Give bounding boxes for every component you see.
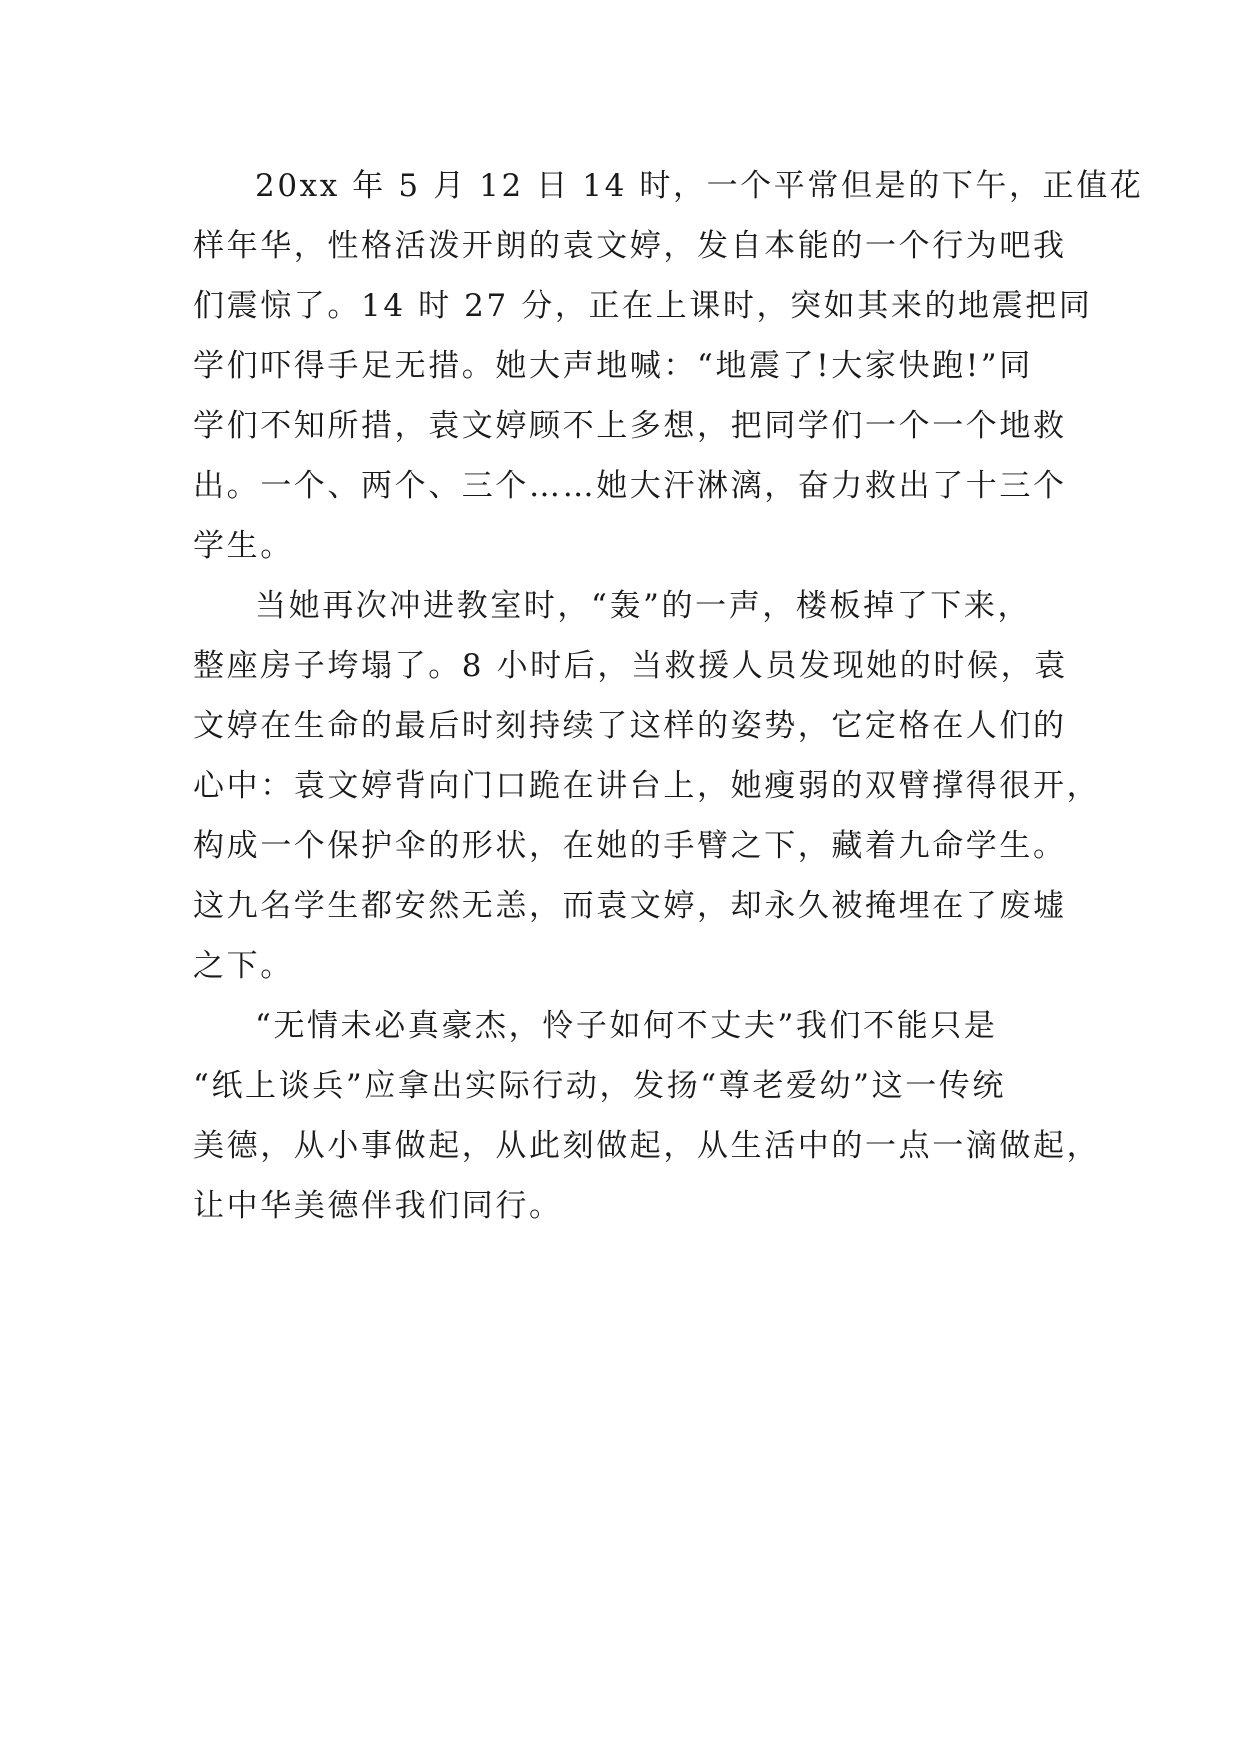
paragraph-line: 文婷在生命的最后时刻持续了这样的姿势，它定格在人们的	[193, 708, 1067, 744]
paragraph-line: 学们不知所措，袁文婷顾不上多想，把同学们一个一个地救	[193, 408, 1067, 444]
paragraph-3	[193, 1002, 1101, 1242]
paragraph-line: “纸上谈兵”应拿出实际行动，发扬“尊老爱幼”这一传统	[193, 1068, 1006, 1104]
paragraph-line: 样年华，性格活泼开朗的袁文婷，发自本能的一个行为吧我	[193, 228, 1067, 264]
paragraph-line: 之下。	[193, 948, 294, 984]
paragraph-line: “无情未必真豪杰，怜子如何不丈夫”我们不能只是	[255, 1008, 998, 1044]
paragraph-line: 构成一个保护伞的形状，在她的手臂之下，藏着九命学生。	[193, 828, 1067, 864]
paragraph-line: 们震惊了。14 时 27 分，正在上课时，突如其来的地震把同	[193, 288, 1093, 324]
paragraph-line: 这九名学生都安然无恙，而袁文婷，却永久被掩埋在了废墟	[193, 888, 1067, 924]
paragraph-line: 心中：袁文婷背向门口跪在讲台上，她瘦弱的双臂撑得很开，	[193, 768, 1101, 804]
paragraph-line: 让中华美德伴我们同行。	[193, 1188, 563, 1224]
paragraph-2	[193, 582, 1101, 1002]
document-body	[193, 162, 1144, 1242]
paragraph-1	[193, 162, 1144, 582]
paragraph-line: 美德，从小事做起，从此刻做起，从生活中的一点一滴做起，	[193, 1128, 1101, 1164]
paragraph-line: 20xx 年 5 月 12 日 14 时，一个平常但是的下午，正值花	[255, 168, 1144, 204]
paragraph-line: 整座房子垮塌了。8 小时后，当救援人员发现她的时候，袁	[193, 648, 1068, 684]
paragraph-line: 当她再次冲进教室时，“轰”的一声，楼板掉了下来，	[255, 588, 1032, 624]
paragraph-line: 学们吓得手足无措。她大声地喊：“地震了!大家快跑!”同	[193, 348, 1033, 384]
paragraph-line: 出。一个、两个、三个……她大汗淋漓，奋力救出了十三个	[193, 468, 1067, 504]
paragraph-line: 学生。	[193, 528, 294, 564]
